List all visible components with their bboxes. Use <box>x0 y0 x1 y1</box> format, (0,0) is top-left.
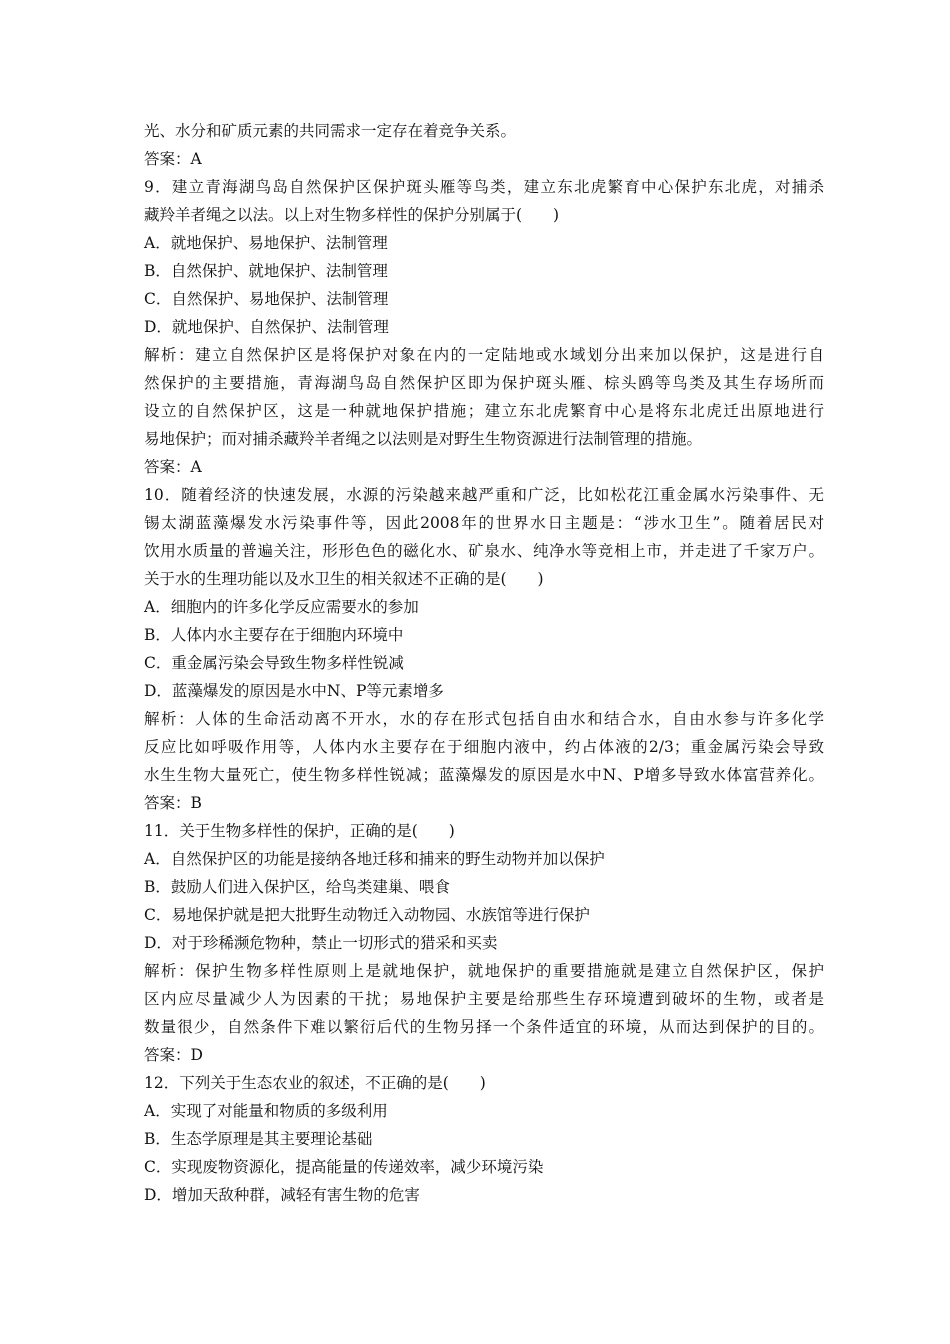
option-line: D．对于珍稀濒危物种，禁止一切形式的猎采和买卖 <box>144 934 498 952</box>
document-page <box>144 117 824 1209</box>
option-line: B．自然保护、就地保护、法制管理 <box>144 262 388 280</box>
option-line: C．实现废物资源化，提高能量的传递效率，减少环境污染 <box>144 1158 544 1176</box>
analysis-line: 数量很少，自然条件下难以繁衍后代的生物另择一个条件适宜的环境，从而达到保护的目的。 <box>144 1018 824 1036</box>
analysis-line: 然保护的主要措施，青海湖鸟岛自然保护区即为保护斑头雁、棕头鸥等鸟类及其生存场所而 <box>144 374 824 392</box>
analysis-line: 解析：保护生物多样性原则上是就地保护，就地保护的重要措施就是建立自然保护区，保护 <box>144 962 824 980</box>
option-line: D．蓝藻爆发的原因是水中N、P等元素增多 <box>144 682 444 700</box>
option-line: D．就地保护、自然保护、法制管理 <box>144 318 389 336</box>
analysis-line: 区内应尽量减少人为因素的干扰；易地保护主要是给那些生存环境遭到破坏的生物，或者是 <box>144 990 824 1008</box>
analysis-line: 水生生物大量死亡，使生物多样性锐减；蓝藻爆发的原因是水中N、P增多导致水体富营养化。 <box>144 766 824 784</box>
question-line: 11．关于生物多样性的保护，正确的是( ) <box>144 822 455 840</box>
option-line: D．增加天敌种群，减轻有害生物的危害 <box>144 1186 420 1204</box>
question-line: 10．随着经济的快速发展，水源的污染越来越严重和广泛，比如松花江重金属水污染事件、无 <box>144 486 824 504</box>
question-line: 饮用水质量的普遍关注，形形色色的磁化水、矿泉水、纯净水等竞相上市，并走进了千家万户。 <box>144 542 824 560</box>
analysis-line: 反应比如呼吸作用等，人体内水主要存在于细胞内液中，约占体液的2/3；重金属污染会导致 <box>144 738 824 756</box>
analysis-line: 解析：建立自然保护区是将保护对象在内的一定陆地或水域划分出来加以保护，这是进行自 <box>144 346 824 364</box>
answer-line: 答案：A <box>144 150 202 168</box>
option-line: B．人体内水主要存在于细胞内环境中 <box>144 626 404 644</box>
analysis-line: 解析：人体的生命活动离不开水，水的存在形式包括自由水和结合水，自由水参与许多化学 <box>144 710 824 728</box>
option-line: B．生态学原理是其主要理论基础 <box>144 1130 373 1148</box>
option-line: A．自然保护区的功能是接纳各地迁移和捕来的野生动物并加以保护 <box>144 850 605 868</box>
analysis-line: 设立的自然保护区，这是一种就地保护措施；建立东北虎繁育中心是将东北虎迁出原地进行 <box>144 402 824 420</box>
option-line: C．易地保护就是把大批野生动物迁入动物园、水族馆等进行保护 <box>144 906 590 924</box>
answer-line: 答案：D <box>144 1046 203 1064</box>
answer-line: 答案：A <box>144 458 202 476</box>
question-line: 关于水的生理功能以及水卫生的相关叙述不正确的是( ) <box>144 570 544 588</box>
question-line: 锡太湖蓝藻爆发水污染事件等，因此2008年的世界水日主题是：“涉水卫生”。随着居民对 <box>144 514 824 532</box>
option-line: C．自然保护、易地保护、法制管理 <box>144 290 389 308</box>
answer-line: 答案：B <box>144 794 202 812</box>
analysis-cont-line: 光、水分和矿质元素的共同需求一定存在着竞争关系。 <box>144 122 517 140</box>
question-line: 9．建立青海湖鸟岛自然保护区保护斑头雁等鸟类，建立东北虎繁育中心保护东北虎，对捕杀 <box>144 178 824 196</box>
option-line: B．鼓励人们进入保护区，给鸟类建巢、喂食 <box>144 878 450 896</box>
option-line: A．实现了对能量和物质的多级利用 <box>144 1102 388 1120</box>
option-line: A．细胞内的许多化学反应需要水的参加 <box>144 598 419 616</box>
question-line: 藏羚羊者绳之以法。以上对生物多样性的保护分别属于( ) <box>144 206 560 224</box>
option-line: A．就地保护、易地保护、法制管理 <box>144 234 388 252</box>
option-line: C．重金属污染会导致生物多样性锐减 <box>144 654 404 672</box>
question-line: 12．下列关于生态农业的叙述，不正确的是( ) <box>144 1074 486 1092</box>
analysis-line: 易地保护；而对捕杀藏羚羊者绳之以法则是对野生生物资源进行法制管理的措施。 <box>144 430 703 448</box>
